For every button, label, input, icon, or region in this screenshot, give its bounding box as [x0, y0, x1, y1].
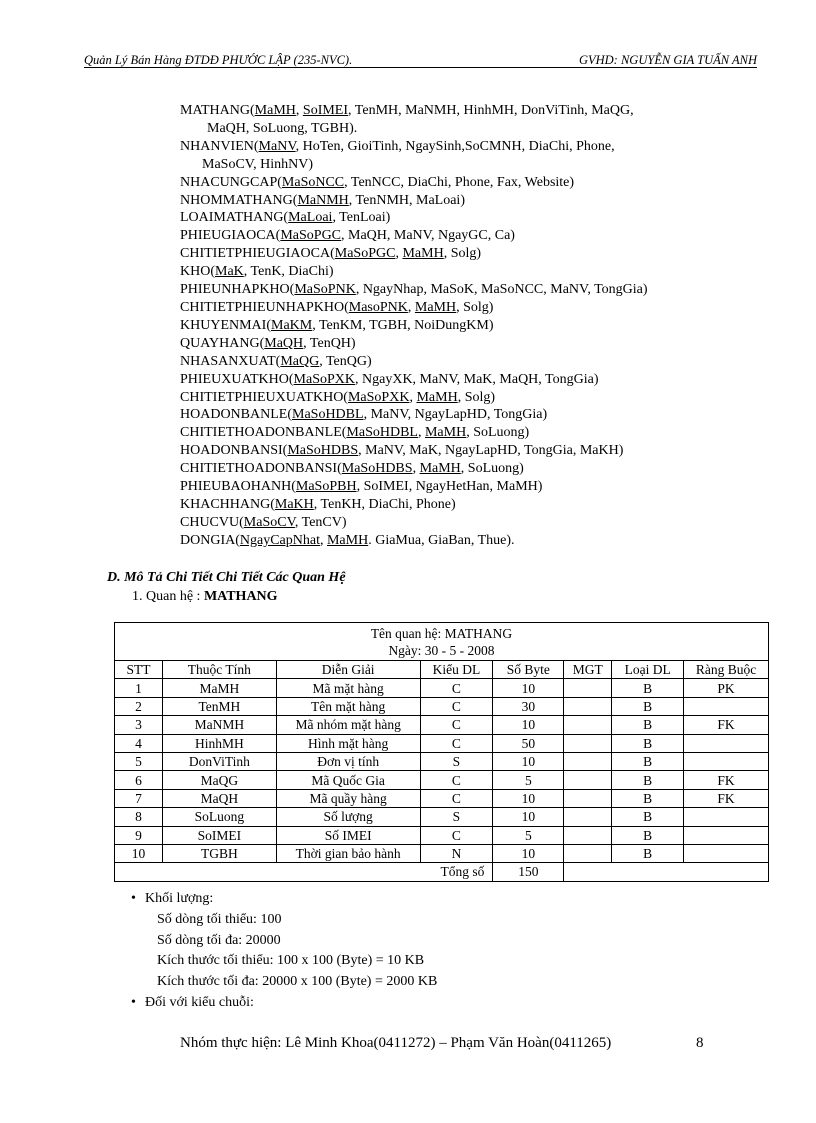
relation-name: CHITIETPHIEUNHAPKHO(: [180, 299, 349, 315]
page-footer: Nhóm thực hiện: Lê Minh Khoa(0411272) – Phạm Văn Hoàn(0411265): [180, 1035, 612, 1051]
relation-name: CHITIETPHIEUXUATKHO(: [180, 389, 348, 405]
primary-key: MaSoCV: [243, 514, 295, 530]
relation-name: CHITIETHOADONBANLE(: [180, 425, 347, 441]
relation-name: PHIEUNHAPKHO(: [180, 282, 295, 298]
relation-attributes: , NgayNhap, MaSoK, MaSoNCC, MaNV, TongGia): [355, 282, 648, 298]
table-cell: Mã mặt hàng: [276, 679, 420, 697]
schema-relation: [180, 263, 740, 281]
table-cell: [564, 771, 612, 789]
primary-key: SoIMEI: [302, 103, 349, 118]
relation-attributes: , Solg): [443, 246, 482, 262]
relation-detail-table: [114, 622, 769, 882]
relational-schema-list: [180, 102, 740, 550]
table-cell: C: [420, 789, 493, 807]
relation-name: HOADONBANLE(: [180, 407, 292, 423]
total-empty: [564, 863, 769, 881]
bullet-string-type: • Đối với kiểu chuỗi:: [131, 993, 437, 1014]
table-cell: SoLuong: [162, 808, 276, 826]
relation-name: NHACUNGCAP(: [180, 174, 282, 190]
key-separator: ,: [295, 103, 303, 118]
table-cell: [564, 826, 612, 844]
max-size-text: Kích thước tối đa: 20000 x 100 (Byte) = 2000 KB: [157, 974, 438, 990]
relation-name: CHUCVU(: [180, 514, 244, 530]
primary-key: MaSoNCC: [281, 174, 345, 190]
table-cell: Hình mặt hàng: [276, 734, 420, 752]
primary-key: MaSoHDBL: [346, 425, 418, 441]
table-cell: C: [420, 716, 493, 734]
column-header: Loại DL: [612, 661, 684, 679]
relation-attributes: , TenK, DiaChi): [243, 264, 334, 280]
table-row: [115, 789, 769, 807]
total-value: 150: [493, 863, 564, 881]
table-row: [115, 808, 769, 826]
table-cell: C: [420, 771, 493, 789]
primary-key: MaKM: [271, 317, 313, 333]
header-instructor: GVHD: NGUYỄN GIA TUẤN ANH: [578, 53, 757, 67]
relation-attributes: , TenKM, TGBH, NoiDungKM): [312, 317, 494, 333]
table-cell: 6: [115, 771, 163, 789]
table-row: [115, 771, 769, 789]
table-cell: C: [420, 826, 493, 844]
schema-relation: [180, 371, 740, 389]
table-cell: FK: [684, 789, 769, 807]
relation-attributes: , SoIMEI, NgayHetHan, MaMH): [356, 479, 543, 495]
column-header: Kiểu DL: [420, 661, 493, 679]
table-row: [115, 826, 769, 844]
relation-attributes: , TenCV): [294, 514, 347, 530]
table-cell: 5: [115, 752, 163, 770]
primary-key: MaQG: [280, 353, 320, 369]
table-cell: B: [612, 752, 684, 770]
table-cell: B: [612, 697, 684, 715]
relation-name: MATHANG(: [180, 103, 255, 118]
primary-key: MaKH: [274, 496, 314, 512]
relation-attributes: . GiaMua, GiaBan, Thue).: [368, 532, 515, 548]
primary-key: MaSoHDBS: [287, 443, 359, 459]
table-cell: C: [420, 679, 493, 697]
relation-attributes: , TenNCC, DiaChi, Phone, Fax, Website): [344, 174, 575, 190]
table-cell: [684, 752, 769, 770]
relation-name: PHIEUXUATKHO(: [180, 371, 294, 387]
table-cell: PK: [684, 679, 769, 697]
primary-key: MaMH: [416, 389, 458, 405]
table-row: [115, 716, 769, 734]
table-cell: B: [612, 679, 684, 697]
volume-bullets: [131, 889, 437, 1014]
column-header: STT: [115, 661, 163, 679]
table-cell: [564, 844, 612, 862]
column-header: Diễn Giải: [276, 661, 420, 679]
relation-attributes: , TenLoai): [332, 210, 391, 226]
relation-subheading-name: MATHANG: [203, 589, 278, 604]
table-cell: [564, 752, 612, 770]
page-number: 8: [696, 1035, 704, 1051]
relation-name: HOADONBANSI(: [180, 443, 288, 459]
table-cell: S: [420, 752, 493, 770]
relation-attributes: , TenNMH, MaLoai): [348, 192, 465, 208]
min-rows-text: Số dòng tối thiểu: 100: [157, 911, 282, 927]
table-cell: 7: [115, 789, 163, 807]
relation-name: NHOMMATHANG(: [180, 192, 298, 208]
schema-relation: [180, 281, 740, 299]
table-cell: FK: [684, 716, 769, 734]
relation-attributes: , MaNV, NgayLapHD, TongGia): [363, 407, 548, 423]
table-cell: TenMH: [162, 697, 276, 715]
primary-key: MaSoHDBL: [292, 407, 364, 423]
table-cell: Đơn vị tính: [276, 752, 420, 770]
page-header: [84, 53, 757, 68]
table-total-row: [115, 863, 769, 881]
primary-key: MaMH: [414, 299, 457, 315]
schema-relation: [180, 442, 740, 460]
table-cell: 1: [115, 679, 163, 697]
relation-attributes: , HoTen, GioiTinh, NgaySinh,SoCMNH, DiaChi, Phone,: [295, 138, 615, 154]
table-cell: 30: [493, 697, 564, 715]
table-cell: 10: [493, 808, 564, 826]
schema-relation: [180, 227, 740, 245]
relation-attributes-continued: MaSoCV, HinhNV): [202, 156, 313, 172]
schema-relation: [180, 317, 740, 335]
table-row: [115, 679, 769, 697]
relation-attributes: , TenQG): [319, 353, 372, 369]
table-cell: C: [420, 734, 493, 752]
table-cell: [684, 826, 769, 844]
table-cell: [564, 789, 612, 807]
schema-relation: [180, 406, 740, 424]
schema-relation: [180, 174, 740, 192]
relation-name: LOAIMATHANG(: [180, 210, 289, 226]
relation-attributes: , NgayXK, MaNV, MaK, MaQH, TongGia): [355, 371, 599, 387]
table-cell: [564, 808, 612, 826]
primary-key: MaQH: [264, 335, 304, 351]
table-cell: 10: [493, 789, 564, 807]
schema-relation: [180, 335, 740, 353]
key-separator: ,: [409, 389, 417, 405]
relation-attributes: , TenQH): [303, 335, 356, 351]
table-cell: 10: [493, 844, 564, 862]
table-cell: S: [420, 808, 493, 826]
table-cell: 10: [493, 716, 564, 734]
relation-name: QUAYHANG(: [180, 335, 265, 351]
table-cell: TGBH: [162, 844, 276, 862]
table-cell: N: [420, 844, 493, 862]
relation-attributes: , SoLuong): [466, 425, 530, 441]
table-title-row: [115, 623, 769, 661]
table-row: [115, 752, 769, 770]
schema-relation: [180, 138, 740, 156]
table-title-cell: [115, 623, 769, 661]
table-cell: B: [612, 826, 684, 844]
primary-key: MaK: [215, 264, 244, 280]
table-cell: [684, 697, 769, 715]
key-separator: ,: [417, 425, 425, 441]
relation-name: PHIEUBAOHANH(: [180, 479, 296, 495]
table-cell: B: [612, 844, 684, 862]
schema-relation: [180, 514, 740, 532]
relation-attributes: , MaNV, MaK, NgayLapHD, TongGia, MaKH): [358, 443, 624, 459]
primary-key: MaSoPXK: [293, 371, 356, 387]
table-cell: B: [612, 808, 684, 826]
primary-key: MaMH: [424, 425, 467, 441]
table-cell: Số IMEI: [276, 826, 420, 844]
primary-key: MaSoPGC: [334, 246, 396, 262]
table-cell: B: [612, 789, 684, 807]
key-separator: ,: [412, 461, 420, 477]
schema-relation: [180, 192, 740, 210]
relation-name: NHANVIEN(: [180, 138, 259, 154]
table-cell: Tên mặt hàng: [276, 697, 420, 715]
table-row: [115, 697, 769, 715]
table-cell: 3: [115, 716, 163, 734]
relation-attributes: , Solg): [457, 389, 496, 405]
table-cell: MaNMH: [162, 716, 276, 734]
table-cell: Mã quầy hàng: [276, 789, 420, 807]
table-cell: Mã nhóm mặt hàng: [276, 716, 420, 734]
min-size-text: Kích thước tối thiểu: 100 x 100 (Byte) = 10 KB: [157, 953, 425, 969]
table-cell: Mã Quốc Gia: [276, 771, 420, 789]
relation-attributes: , Solg): [456, 299, 494, 315]
primary-key: MaSoPBH: [295, 479, 357, 495]
relation-subheading-prefix: 1. Quan hệ :: [132, 589, 204, 604]
table-cell: [684, 844, 769, 862]
table-cell: B: [612, 734, 684, 752]
table-cell: B: [612, 716, 684, 734]
table-relation-name: Tên quan hệ: MATHANG: [370, 626, 513, 641]
relation-attributes: , SoLuong): [460, 461, 524, 477]
relation-name: KHUYENMAI(: [180, 317, 271, 333]
schema-relation: [180, 389, 740, 407]
schema-relation: [180, 353, 740, 371]
table-cell: HinhMH: [162, 734, 276, 752]
table-cell: FK: [684, 771, 769, 789]
primary-key: MaMH: [402, 246, 444, 262]
primary-key: MaMH: [254, 103, 296, 118]
relation-name: KHO(: [180, 264, 215, 280]
relation-name: PHIEUGIAOCA(: [180, 228, 281, 244]
primary-key: MaSoPNK: [294, 282, 356, 298]
relation-name: CHITIETPHIEUGIAOCA(: [180, 246, 335, 262]
table-cell: MaMH: [162, 679, 276, 697]
table-cell: [564, 716, 612, 734]
table-cell: 10: [493, 752, 564, 770]
table-row: [115, 844, 769, 862]
relation-attributes: , TenKH, DiaChi, Phone): [313, 496, 456, 512]
primary-key: MaMH: [419, 461, 461, 477]
schema-relation: [180, 460, 740, 478]
table-cell: 8: [115, 808, 163, 826]
primary-key: MaMH: [326, 532, 369, 548]
table-cell: 4: [115, 734, 163, 752]
relation-name: KHACHHANG(: [180, 496, 275, 512]
key-separator: ,: [395, 246, 403, 262]
header-project-title: Quản Lý Bán Hàng ĐTDĐ PHƯỚC LẬP (235-NVC).: [84, 53, 353, 67]
table-cell: [564, 734, 612, 752]
table-cell: 5: [493, 826, 564, 844]
table-cell: MaQG: [162, 771, 276, 789]
primary-key: MaSoHDBS: [341, 461, 413, 477]
table-cell: 9: [115, 826, 163, 844]
key-separator: ,: [407, 299, 415, 315]
schema-relation: [180, 478, 740, 496]
primary-key: NgayCapNhat: [239, 532, 320, 548]
column-header: Số Byte: [493, 661, 564, 679]
table-header-row: [115, 661, 769, 679]
table-cell: C: [420, 697, 493, 715]
column-header: Thuộc Tính: [162, 661, 276, 679]
table-date: Ngày: 30 - 5 - 2008: [388, 643, 495, 658]
relation-name: CHITIETHOADONBANSI(: [180, 461, 342, 477]
relation-attributes: , TenMH, MaNMH, HinhMH, DonViTinh, MaQG,: [348, 103, 634, 118]
schema-relation: [180, 209, 740, 227]
primary-key: MaLoai: [288, 210, 333, 226]
table-cell: Thời gian bảo hành: [276, 844, 420, 862]
primary-key: MaNMH: [297, 192, 349, 208]
table-cell: 2: [115, 697, 163, 715]
table-cell: Số lượng: [276, 808, 420, 826]
total-label: Tổng số: [115, 863, 493, 881]
table-cell: [564, 679, 612, 697]
column-header: MGT: [564, 661, 612, 679]
table-cell: [564, 697, 612, 715]
relation-attributes-continued: MaQH, SoLuong, TGBH).: [207, 120, 358, 136]
bullet-volume: • Khối lượng:: [131, 889, 437, 910]
table-cell: 10: [493, 679, 564, 697]
relation-name: NHASANXUAT(: [180, 353, 281, 369]
table-cell: MaQH: [162, 789, 276, 807]
column-header: Ràng Buộc: [684, 661, 769, 679]
table-cell: 10: [115, 844, 163, 862]
table-cell: 5: [493, 771, 564, 789]
table-row: [115, 734, 769, 752]
table-cell: B: [612, 771, 684, 789]
key-separator: ,: [319, 532, 327, 548]
table-cell: SoIMEI: [162, 826, 276, 844]
primary-key: MaSoPGC: [280, 228, 342, 244]
relation-attributes: , MaQH, MaNV, NgayGC, Ca): [341, 228, 515, 244]
relation-name: DONGIA(: [180, 532, 240, 548]
table-cell: [684, 734, 769, 752]
schema-relation: [180, 424, 740, 442]
primary-key: MaSoPXK: [347, 389, 410, 405]
max-rows-text: Số dòng tối đa: 20000: [157, 932, 281, 948]
schema-relation: [180, 299, 740, 317]
primary-key: MaNV: [258, 138, 296, 154]
schema-relation: [180, 102, 740, 120]
section-d-title: D. Mô Tả Chi Tiết Chi Tiết Các Quan Hệ: [107, 570, 346, 585]
primary-key: MasoPNK: [348, 299, 408, 315]
relation-subheading: [132, 589, 278, 605]
schema-relation: [180, 532, 740, 550]
table-cell: 50: [493, 734, 564, 752]
schema-relation: [180, 245, 740, 263]
table-cell: DonViTinh: [162, 752, 276, 770]
schema-relation: [180, 496, 740, 514]
table-cell: [684, 808, 769, 826]
